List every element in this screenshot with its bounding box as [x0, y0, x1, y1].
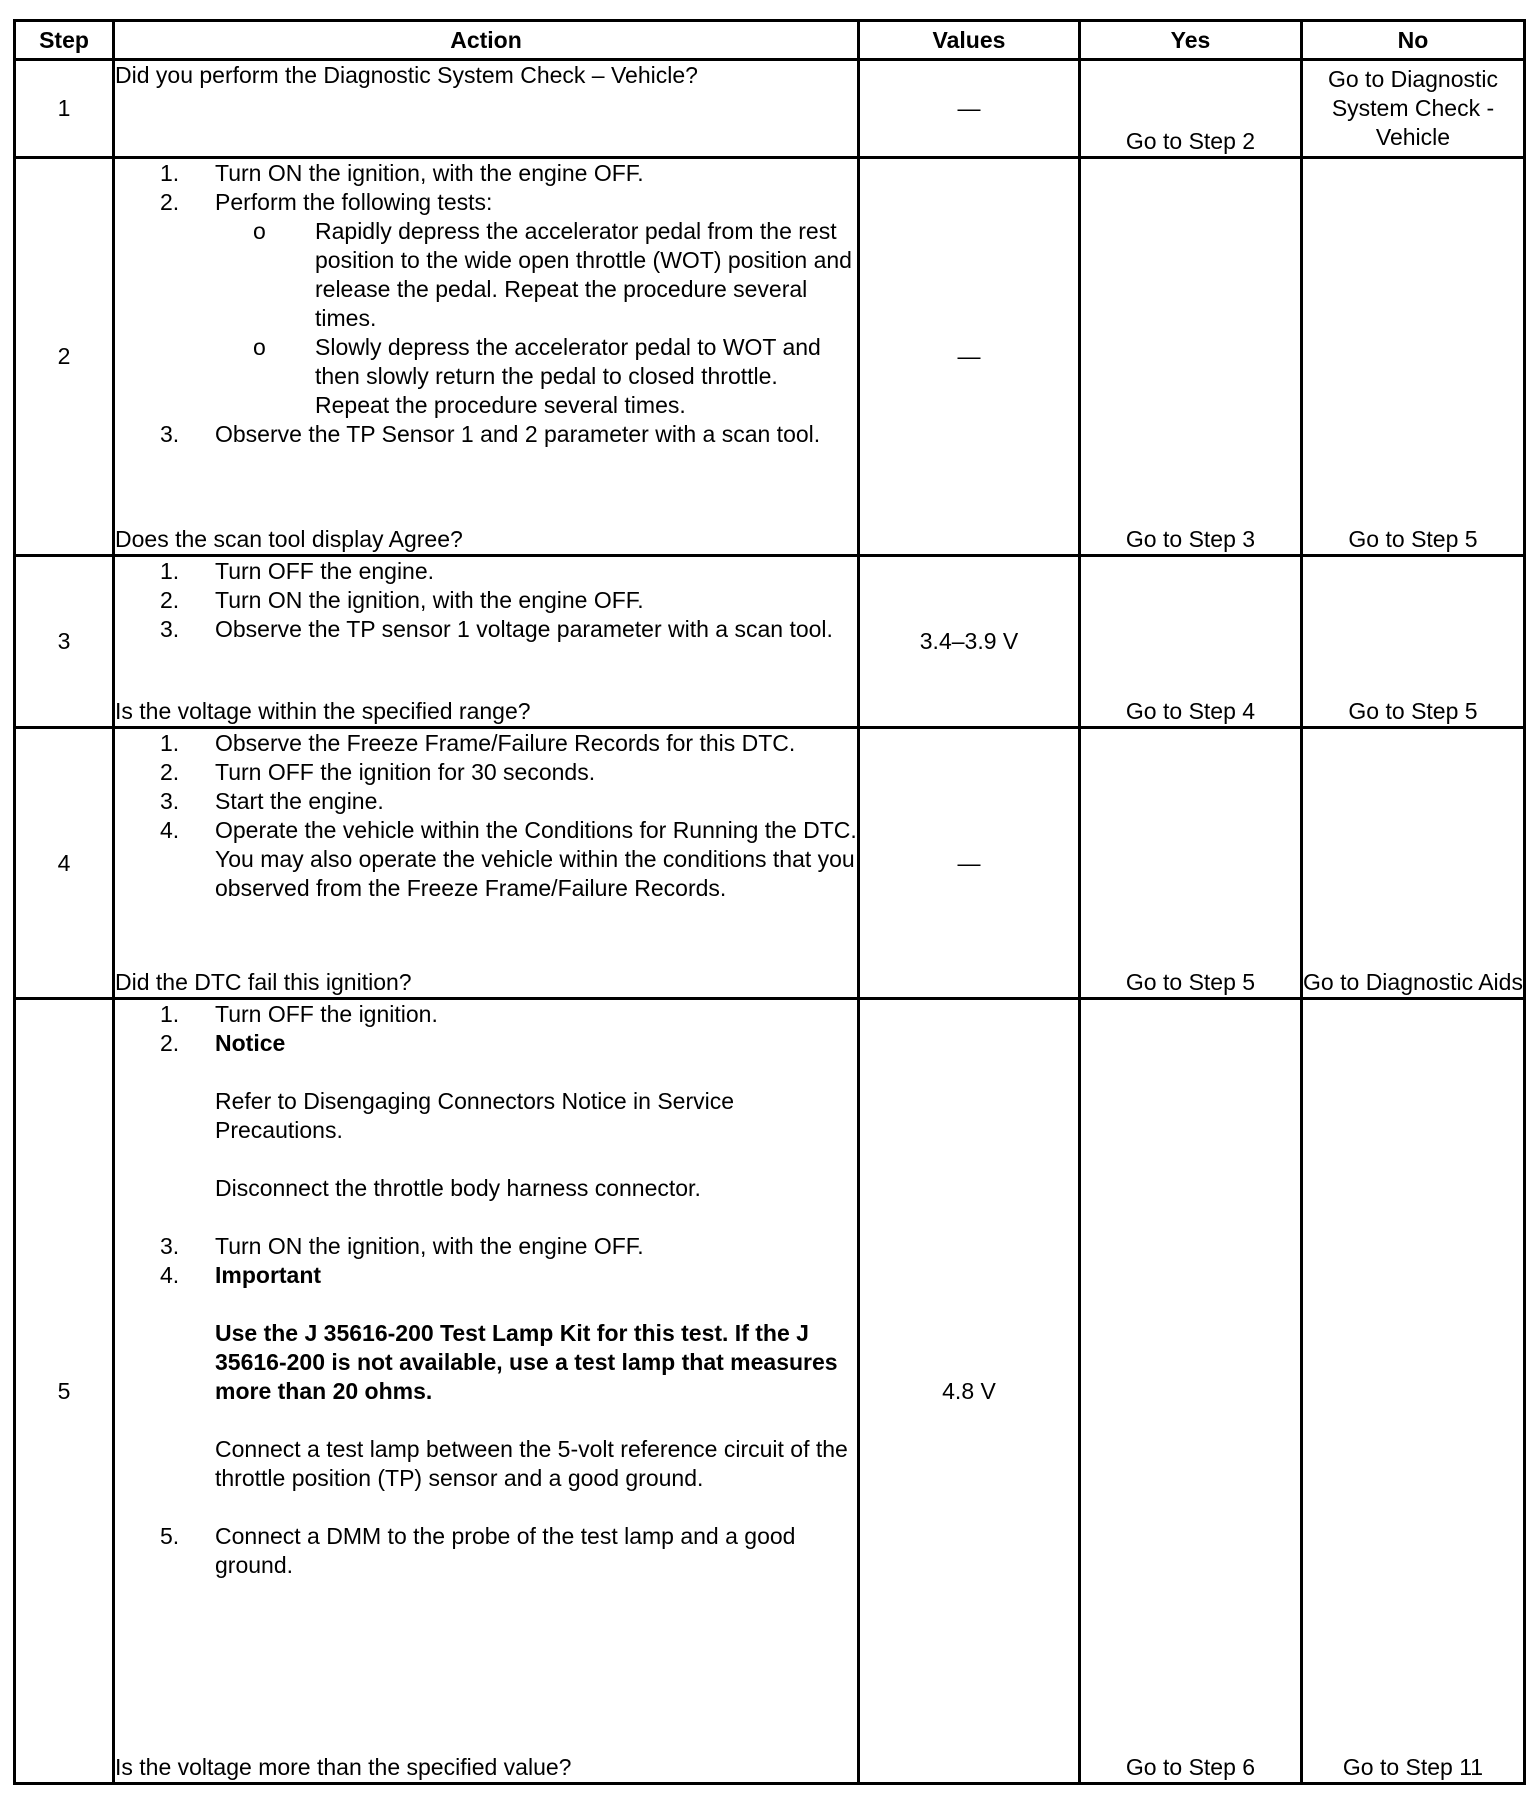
header-yes: Yes [1080, 21, 1302, 60]
table-row [15, 158, 1525, 556]
item-text: Connect a test lamp between the 5-volt reference circuit of the throttle position (TP) sensor and a good ground. [215, 1436, 848, 1491]
step-number: 2 [15, 158, 114, 556]
item-text: Connect a DMM to the probe of the test lamp and a good ground. [215, 1523, 796, 1578]
table-row [15, 60, 1525, 158]
item-number: 3. [160, 421, 180, 447]
action-question: Did the DTC fail this ignition? [115, 969, 412, 995]
item-text: Observe the TP Sensor 1 and 2 parameter with a scan tool. [215, 421, 821, 447]
table-row [15, 728, 1525, 999]
action-list [115, 1000, 857, 1580]
list-item [115, 1261, 857, 1522]
header-row [15, 21, 1525, 60]
action-list [115, 159, 857, 449]
bullet: o [253, 218, 266, 244]
step-number: 4 [15, 728, 114, 999]
diagnostic-table [13, 19, 1526, 1785]
no-cell: Go to Diagnostic System Check - Vehicle [1302, 60, 1525, 158]
list-item [115, 1029, 857, 1232]
sub-item-text: Rapidly depress the accelerator pedal from the rest position to the wide open throttle (WOT) position and release the pedal. Repeat the procedure several times. [315, 218, 852, 331]
item-text: Turn ON the ignition, with the engine OFF. [215, 1233, 644, 1259]
step-number: 1 [15, 60, 114, 158]
no-cell: Go to Step 5 [1302, 556, 1525, 728]
value-cell: — [859, 60, 1080, 158]
table-row [15, 556, 1525, 728]
header-step: Step [15, 21, 114, 60]
item-text: Turn OFF the ignition. [215, 1001, 438, 1027]
item-text: Turn OFF the ignition for 30 seconds. [215, 759, 596, 785]
item-text: Turn ON the ignition, with the engine OFF. [215, 160, 644, 186]
item-number: 2. [160, 189, 180, 215]
list-item [115, 787, 857, 816]
item-number: 1. [160, 1001, 180, 1027]
notice-heading: Notice [215, 1030, 286, 1056]
item-text: Turn ON the ignition, with the engine OFF. [215, 587, 644, 613]
item-text: Operate the vehicle within the Conditions for Running the DTC. You may also operate the vehicle within the conditions that you observed from the Freeze Frame/Failure Records. [215, 817, 857, 901]
item-number: 2. [160, 587, 180, 613]
list-item [115, 557, 857, 586]
sub-item-text: Slowly depress the accelerator pedal to WOT and then slowly return the pedal to closed throttle. Repeat the procedure several times. [315, 334, 821, 418]
item-number: 3. [160, 1233, 180, 1259]
list-item [115, 1522, 857, 1580]
list-item [115, 188, 857, 420]
item-number: 2. [160, 1030, 180, 1056]
action-list [115, 557, 857, 644]
list-item [115, 586, 857, 615]
action-list [115, 729, 857, 903]
list-item [115, 1000, 857, 1029]
item-text: Observe the Freeze Frame/Failure Records for this DTC. [215, 730, 796, 756]
header-action: Action [114, 21, 859, 60]
header-no: No [1302, 21, 1525, 60]
item-text: Turn OFF the engine. [215, 558, 435, 584]
action-question: Did you perform the Diagnostic System Check – Vehicle? [115, 62, 698, 88]
item-number: 1. [160, 160, 180, 186]
item-number: 5. [160, 1523, 180, 1549]
action-cell [114, 556, 859, 728]
notice-text: Refer to Disengaging Connectors Notice in Service Precautions. [215, 1088, 735, 1143]
bullet: o [253, 334, 266, 360]
item-number: 2. [160, 759, 180, 785]
item-number: 4. [160, 817, 180, 843]
yes-cell: Go to Step 6 [1080, 999, 1302, 1784]
yes-cell: Go to Step 5 [1080, 728, 1302, 999]
item-text: Start the engine. [215, 788, 384, 814]
sub-item [115, 217, 857, 333]
value-cell: — [859, 728, 1080, 999]
list-item [115, 615, 857, 644]
item-text: Perform the following tests: [215, 189, 493, 215]
action-cell [114, 728, 859, 999]
item-number: 4. [160, 1262, 180, 1288]
no-cell: Go to Step 11 [1302, 999, 1525, 1784]
action-question: Is the voltage more than the specified value? [115, 1754, 572, 1780]
list-item [115, 758, 857, 787]
item-number: 1. [160, 558, 180, 584]
list-item [115, 729, 857, 758]
important-text: Use the J 35616-200 Test Lamp Kit for this test. If the J 35616-200 is not available, use a test lamp that measures more than 20 ohms. [215, 1320, 838, 1404]
header-values: Values [859, 21, 1080, 60]
step-number: 5 [15, 999, 114, 1784]
step-number: 3 [15, 556, 114, 728]
yes-cell: Go to Step 4 [1080, 556, 1302, 728]
no-cell: Go to Diagnostic Aids [1302, 728, 1525, 999]
action-cell [114, 158, 859, 556]
sub-list [115, 217, 857, 420]
item-text: Observe the TP sensor 1 voltage parameter with a scan tool. [215, 616, 833, 642]
yes-cell: Go to Step 3 [1080, 158, 1302, 556]
value-cell: 3.4–3.9 V [859, 556, 1080, 728]
list-item [115, 816, 857, 903]
list-item [115, 1232, 857, 1261]
action-cell [114, 999, 859, 1784]
item-number: 3. [160, 616, 180, 642]
sub-item [115, 333, 857, 420]
no-cell: Go to Step 5 [1302, 158, 1525, 556]
value-cell: 4.8 V [859, 999, 1080, 1784]
list-item [115, 420, 857, 449]
item-number: 3. [160, 788, 180, 814]
action-cell [114, 60, 859, 158]
list-item [115, 159, 857, 188]
table-row [15, 999, 1525, 1784]
important-heading: Important [215, 1262, 322, 1288]
item-text: Disconnect the throttle body harness connector. [215, 1175, 701, 1201]
yes-cell: Go to Step 2 [1080, 60, 1302, 158]
action-question: Is the voltage within the specified range? [115, 698, 531, 724]
item-number: 1. [160, 730, 180, 756]
action-question: Does the scan tool display Agree? [115, 526, 463, 552]
value-cell: — [859, 158, 1080, 556]
